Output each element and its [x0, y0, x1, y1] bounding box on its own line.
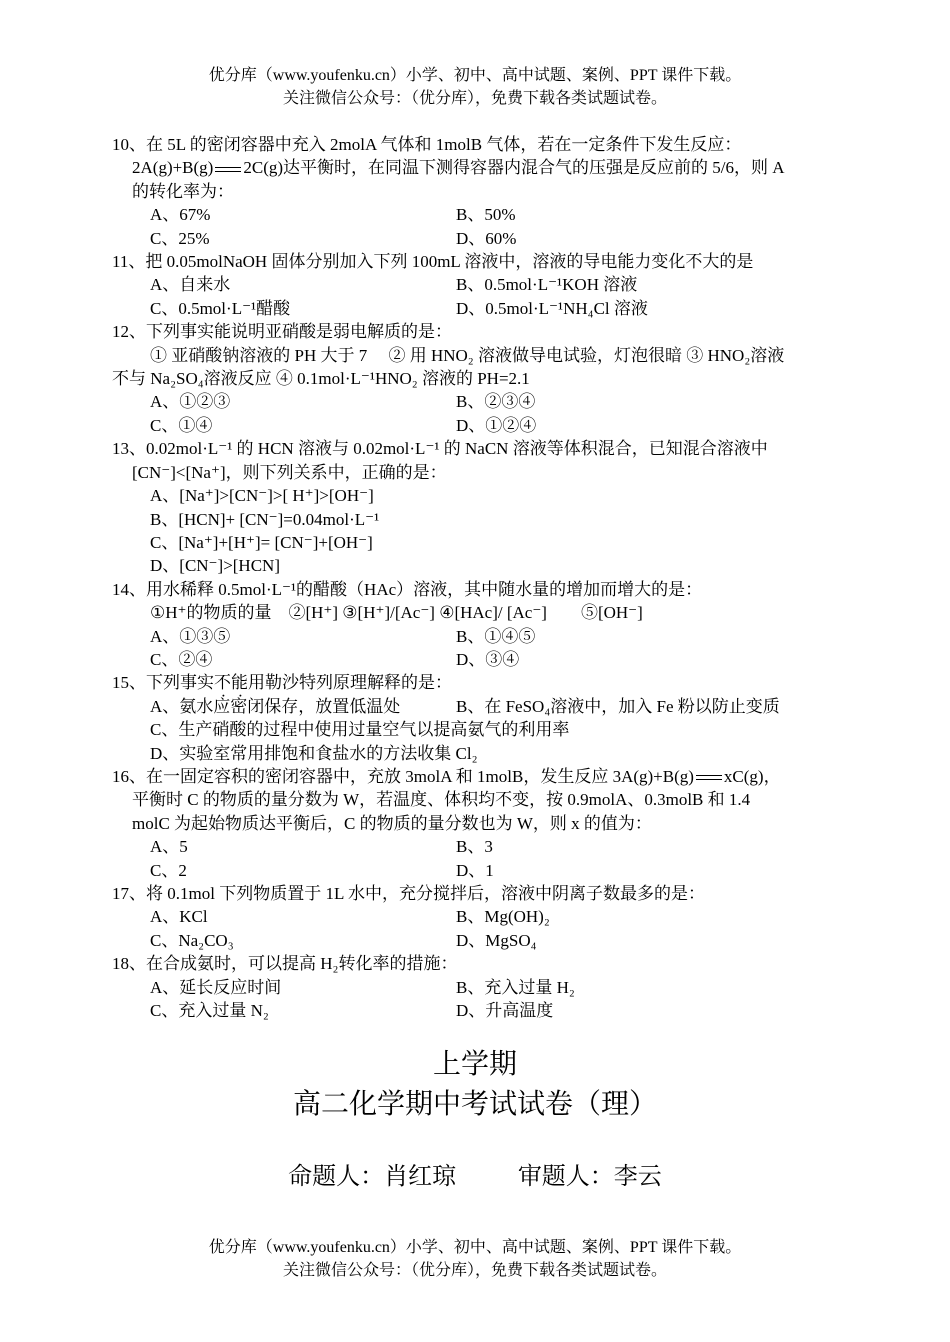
options-row [112, 648, 872, 671]
option-b: B、Mg(OH)₂ [456, 907, 550, 927]
options-row [112, 414, 872, 437]
question-18 [112, 952, 872, 1022]
question-15-stem [112, 671, 872, 694]
question-12-line-3: 不与 Na₂SO₄溶液反应 ④ 0.1mol·L⁻¹HNO₂ 溶液的 PH=2.1 [112, 369, 530, 389]
question-17 [112, 882, 872, 952]
option-c: C、生产硝酸的过程中使用过量空气以提高氨气的利用率 [150, 720, 570, 740]
authors-line [0, 1156, 950, 1191]
question-16-stem [112, 765, 872, 788]
option-d: D、实验室常用排饱和食盐水的方法收集 Cl₂ [150, 743, 478, 763]
option-a: A、延长反应时间 [150, 977, 282, 997]
question-16-line-3: molC 为起始物质达平衡后，C 的物质的量分数也为 W，则 x 的值为： [132, 813, 652, 833]
question-16 [112, 765, 872, 882]
question-11 [112, 250, 872, 320]
question-15 [112, 671, 872, 765]
options-row [112, 390, 872, 413]
option-b: B、[HCN]+ [CN⁻]=0.04mol·L⁻¹ [150, 509, 380, 529]
question-12-stem: 12、下列事实能说明亚硝酸是弱电解质的是： [112, 322, 452, 342]
question-10-equation [112, 156, 872, 179]
emphasis-text: 能 [231, 673, 248, 693]
question-12 [112, 320, 872, 437]
option-c: C、2 [150, 860, 187, 880]
option-b: B、①④⑤ [456, 626, 536, 646]
option-d: D、0.5mol·L⁻¹NH₄Cl 溶液 [456, 298, 648, 318]
question-10 [112, 133, 872, 250]
options-row [112, 859, 872, 882]
question-16-line-2: 平衡时 C 的物质的量分数为 W，若温度、体积均不变，按 0.9molA、0.3molB 和 1.4 [132, 790, 751, 810]
question-13-line-2: [CN⁻]<[Na⁺]，则下列关系中，正确的是： [132, 462, 447, 482]
page-footer [0, 1236, 950, 1282]
option-d: D、①②④ [456, 415, 537, 435]
options-row [112, 203, 872, 226]
option-b: B、充入过量 H₂ [456, 977, 575, 997]
option-c: C、①④ [150, 415, 213, 435]
question-14-line-2: ①H⁺的物质的量 ②[H⁺] ③[H⁺]/[Ac⁻] ④[HAc]/ [Ac⁻] ⑤[OH⁻] [150, 603, 643, 623]
equilibrium-arrow-icon [694, 771, 724, 785]
stem-text: xC(g)， [723, 766, 781, 786]
page-header [0, 64, 950, 110]
options-row [112, 297, 872, 320]
question-10-tail: 的转化率为： [132, 181, 234, 201]
option-c: C、0.5mol·L⁻¹醋酸 [150, 298, 291, 318]
option-b: B、②③④ [456, 392, 536, 412]
option-a: A、①②③ [150, 392, 231, 412]
footer-line-1: 优分库（www.youfenku.cn）小学、初中、高中试题、案例、PPT 课件下载。 [208, 1239, 742, 1256]
options-row [112, 929, 872, 952]
option-b: B、50% [456, 205, 516, 225]
option-b: B、3 [456, 837, 493, 857]
option-a: A、自来水 [150, 275, 231, 295]
equation-right: 2C(g)达平衡时，在同温下测得容器内混合气的压强是反应前的 5/6，则 A [243, 158, 785, 178]
question-17-stem: 17、将 0.1mol 下列物质置于 1L 水中，充分搅拌后，溶液中阴离子数最多的是： [112, 884, 705, 903]
option-d: D、60% [456, 228, 517, 248]
options-row [112, 273, 872, 296]
stem-text: 用勒沙特列原理解释的是： [248, 673, 452, 693]
question-14-stem: 14、用水稀释 0.5mol·L⁻¹的醋酸（HAc）溶液，其中随水量的增加而增大的是： [112, 579, 703, 599]
options-row [112, 227, 872, 250]
question-reviewer: 审题人：李云 [517, 1162, 662, 1190]
options-row [112, 625, 872, 648]
stem-text: 16、在一固定容积的密闭容器中，充放 3molA 和 1molB，发生反应 3A(g)+B(g) [112, 766, 694, 786]
equation-left: 2A(g)+B(g) [132, 158, 214, 178]
exam-term-title: 上学期 [432, 1047, 517, 1080]
options-row [112, 999, 872, 1022]
option-b: B、0.5mol·L⁻¹KOH 溶液 [456, 275, 638, 295]
question-18-stem: 18、在合成氨时，可以提高 H₂转化率的措施： [112, 954, 458, 974]
question-10-stem: 10、在 5L 的密闭容器中充入 2molA 气体和 1molB 气体，若在一定条件下发生反应： [112, 135, 742, 154]
exam-title: 高二化学期中考试试卷（理） [292, 1087, 657, 1120]
header-line-2: 关注微信公众号：（优分库），免费下载各类试题试卷。 [282, 90, 667, 107]
option-a: A、KCl [150, 907, 208, 927]
question-12-line-2: ① 亚硝酸钠溶液的 PH 大于 7 ② 用 HNO₂ 溶液做导电试验，灯泡很暗 ③ HNO₂溶液 [150, 345, 785, 365]
option-a: A、5 [150, 837, 188, 857]
options-row [112, 976, 872, 999]
option-c: C、[Na⁺]+[H⁺]= [CN⁻]+[OH⁻] [150, 532, 373, 552]
option-d: D、[CN⁻]>[HCN] [150, 556, 280, 576]
option-a: A、氨水应密闭保存，放置低温处 [150, 696, 401, 716]
option-c: C、②④ [150, 649, 213, 669]
option-c: C、25% [150, 228, 210, 248]
option-a: A、①③⑤ [150, 626, 231, 646]
options-row [112, 835, 872, 858]
option-d: D、MgSO₄ [456, 930, 537, 950]
question-list [112, 133, 872, 1022]
footer-line-2: 关注微信公众号：（优分库），免费下载各类试题试卷。 [282, 1262, 667, 1279]
options-row [112, 905, 872, 928]
option-d: D、③④ [456, 649, 520, 669]
question-14 [112, 578, 872, 672]
stem-text: 15、下列事实 [112, 673, 214, 693]
option-d: D、1 [456, 860, 494, 880]
option-c: C、充入过量 N₂ [150, 1001, 269, 1021]
header-line-1: 优分库（www.youfenku.cn）小学、初中、高中试题、案例、PPT 课件下载。 [208, 67, 742, 84]
option-a: A、67% [150, 205, 211, 225]
option-a: A、[Na⁺]>[CN⁻]>[ H⁺]>[OH⁻] [150, 486, 374, 506]
question-13-stem: 13、0.02mol·L⁻¹ 的 HCN 溶液与 0.02mol·L⁻¹ 的 NaCN 溶液等体积混合，已知混合溶液中 [112, 439, 768, 459]
question-13 [112, 437, 872, 577]
question-11-stem: 11、把 0.05molNaOH 固体分别加入下列 100mL 溶液中，溶液的导电能力变化不大的是 [112, 252, 754, 272]
option-c: C、Na₂CO₃ [150, 930, 234, 950]
option-d: D、升高温度 [456, 1001, 554, 1021]
equilibrium-arrow-icon [213, 163, 243, 177]
emphasis-text: 不 [214, 673, 231, 693]
option-b: B、在 FeSO₄溶液中，加入 Fe 粉以防止变质 [456, 696, 780, 716]
question-setter: 命题人：肖红琼 [288, 1162, 457, 1190]
